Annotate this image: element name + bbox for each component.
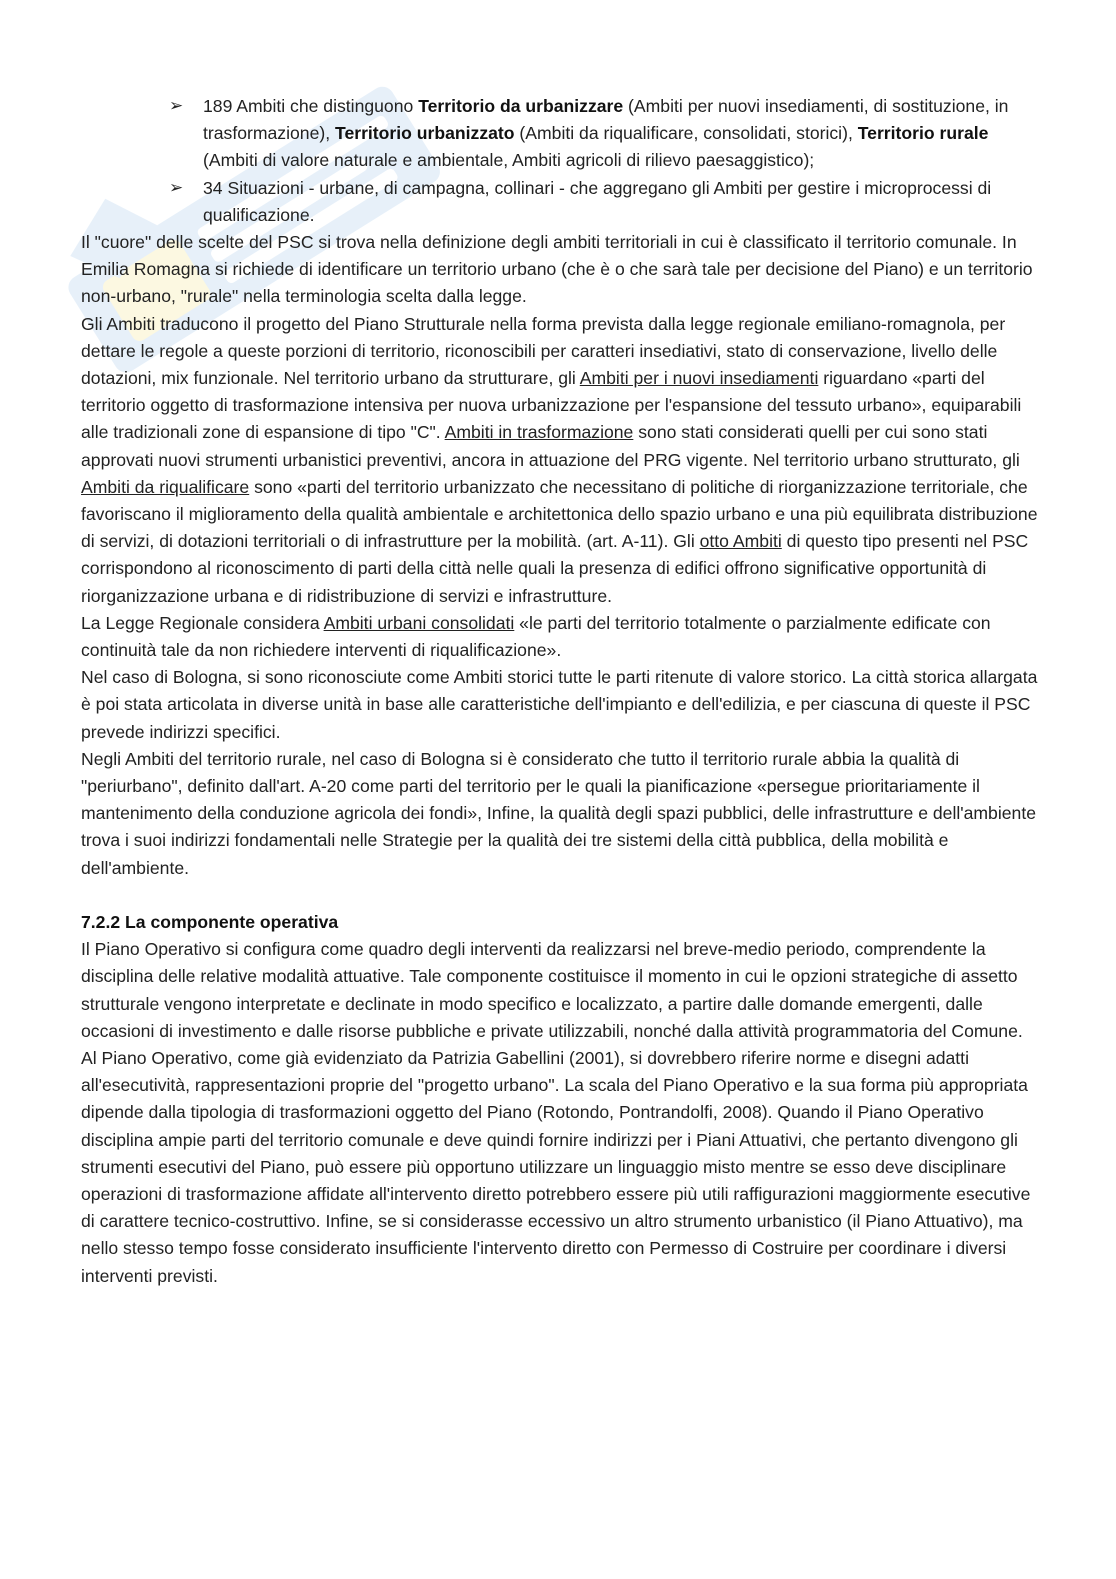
section-heading: 7.2.2 La componente operativa — [81, 911, 339, 932]
underlined-term: otto Ambiti — [699, 531, 782, 552]
list-item: ➢ 34 Situazioni - urbane, di campagna, collinari - che aggregano gli Ambiti per gestire i microprocessi di qualificazione. — [81, 175, 1041, 229]
bold-term: Territorio urbanizzato — [335, 123, 515, 144]
paragraph: Gli Ambiti traducono il progetto del Piano Strutturale nella forma prevista dalla legge regionale emiliano-romagnola, per dettare le regole a queste porzioni di territorio, riconoscibili per caratteri insediativi, stato di conservazione, livello delle dotazioni, mix funzionale. Nel territorio urbano da strutturare, gli Ambiti per i nuovi insediamenti riguardano «parti del territorio oggetto di trasformazione intensiva per nuova urbanizzazione per l'espansione del tessuto urbano», equiparabili alle tradizionali zone di espansione di tipo "C". Ambiti in trasformazione sono stati considerati quelli per cui sono stati approvati nuovi strumenti urbanistici preventivi, ancora in attuazione del PRG vigente. Nel territorio urbano strutturato, gli Ambiti da riqualificare sono «parti del territorio urbanizzato che necessitano di politiche di riorganizzazione territoriale, che favoriscano il miglioramento della qualità ambientale e architettonica dello spazio urbano e una più equilibrata distribuzione di servizi, di dotazioni territoriali o di infrastrutture per la mobilità. (art. A-11). Gli otto Ambiti di questo tipo presenti nel PSC corrispondono al riconoscimento di parti della città nelle quali la presenza di edifici offrono significative opportunità di riorganizzazione urbana e di ridistribuzione di servizi e infrastrutture. — [81, 313, 1038, 606]
paragraph: Il "cuore" delle scelte del PSC si trova nella definizione degli ambiti territoriali in cui è classificato il territorio comunale. In Emilia Romagna si richiede di identificare un territorio urbano (che è o che sarà tale per decisione del Piano) e un territorio non-urbano, "rurale" nella terminologia scelta dalla legge. — [81, 232, 1033, 307]
bold-term: Territorio da urbanizzare — [418, 96, 624, 116]
spacer — [81, 882, 1041, 909]
bullet-list — [81, 93, 1041, 229]
list-item: ➢ 189 Ambiti che distinguono Territorio da urbanizzare (Ambiti per nuovi insediamenti, di sostituzione, in trasformazione), Territorio urbanizzato (Ambiti da riqualificare, consolidati, storici), Territorio rurale (Ambiti di valore naturale e ambientale, Ambiti agricoli di rilievo paesaggistico); — [81, 93, 1041, 175]
paragraph: Il Piano Operativo si configura come quadro degli interventi da realizzarsi nel breve-medio periodo, comprendente la disciplina delle relative modalità attuative. Tale componente costituisce il momento in cui le opzioni strategiche di assetto strutturale vengono interpretate e declinate in modo specifico e localizzato, a partire dalle domande emergenti, dalle occasioni di investimento e dalle risorse pubbliche e private utilizzabili, nonché dalla attività programmatoria del Comune. Al Piano Operativo, come già evidenziato da Patrizia Gabellini (2001), si dovrebbero riferire norme e disegni adatti all'esecutività, rappresentazioni proprie del "progetto urbano". La scala del Piano Operativo e la sua forma più appropriata dipende dalla tipologia di trasformazioni oggetto del Piano (Rotondo, Pontrandolfi, 2008). Quando il Piano Operativo disciplina ampie parti del territorio comunale e deve quindi fornire indirizzi per i Piani Attuativi, che pertanto divengono gli strumenti esecutivi del Piano, può essere più opportuno utilizzare un linguaggio misto mentre se esso deve disciplinare operazioni di trasformazione affidate all'intervento diretto potrebbero essere più utili raffigurazioni maggiormente esecutive di carattere tecnico-costruttivo. Infine, se si considerasse eccessivo un altro strumento urbanistico (il Piano Attuativo), ma nello stesso tempo fosse considerato insufficiente l'intervento diretto con Permesso di Costruire per coordinare i diversi interventi previsti. — [81, 939, 1031, 1286]
arrowhead-bullet-icon: ➢ — [169, 177, 184, 198]
underlined-term: Ambiti in trasformazione — [444, 422, 634, 443]
paragraph: Negli Ambiti del territorio rurale, nel caso di Bologna si è considerato che tutto il territorio rurale abbia la qualità di "periurbano", definito dall'art. A-20 come parti del territorio per le quali la pianificazione «persegue prioritariamente il mantenimento della conduzione agricola dei fondi», Infine, la qualità degli spazi pubblici, delle infrastrutture e dell'ambiente trova i suoi indirizzi fondamentali nelle Strategie per la qualità dei tre sistemi della città pubblica, della mobilità e dell'ambiente. — [81, 748, 1036, 878]
paragraph: La Legge Regionale considera Ambiti urbani consolidati «le parti del territorio totalmente o parzialmente edificate con continuità tale da non richiedere interventi di riqualificazione». — [81, 612, 991, 661]
underlined-term: Ambiti da riqualificare — [81, 476, 250, 497]
underlined-term: Ambiti urbani consolidati — [323, 612, 515, 633]
bold-term: Territorio rurale — [857, 123, 989, 144]
underlined-term: Ambiti per i nuovi insediamenti — [579, 368, 819, 389]
arrowhead-bullet-icon: ➢ — [169, 96, 184, 116]
paragraph: Nel caso di Bologna, si sono riconosciute come Ambiti storici tutte le parti ritenute di valore storico. La città storica allargata è poi stata articolata in diverse unità in base alle caratteristiche dell'impianto e dell'edilizia, e per ciascuna di queste il PSC prevede indirizzi specifici. — [81, 667, 1038, 742]
document-page — [81, 93, 1041, 1290]
